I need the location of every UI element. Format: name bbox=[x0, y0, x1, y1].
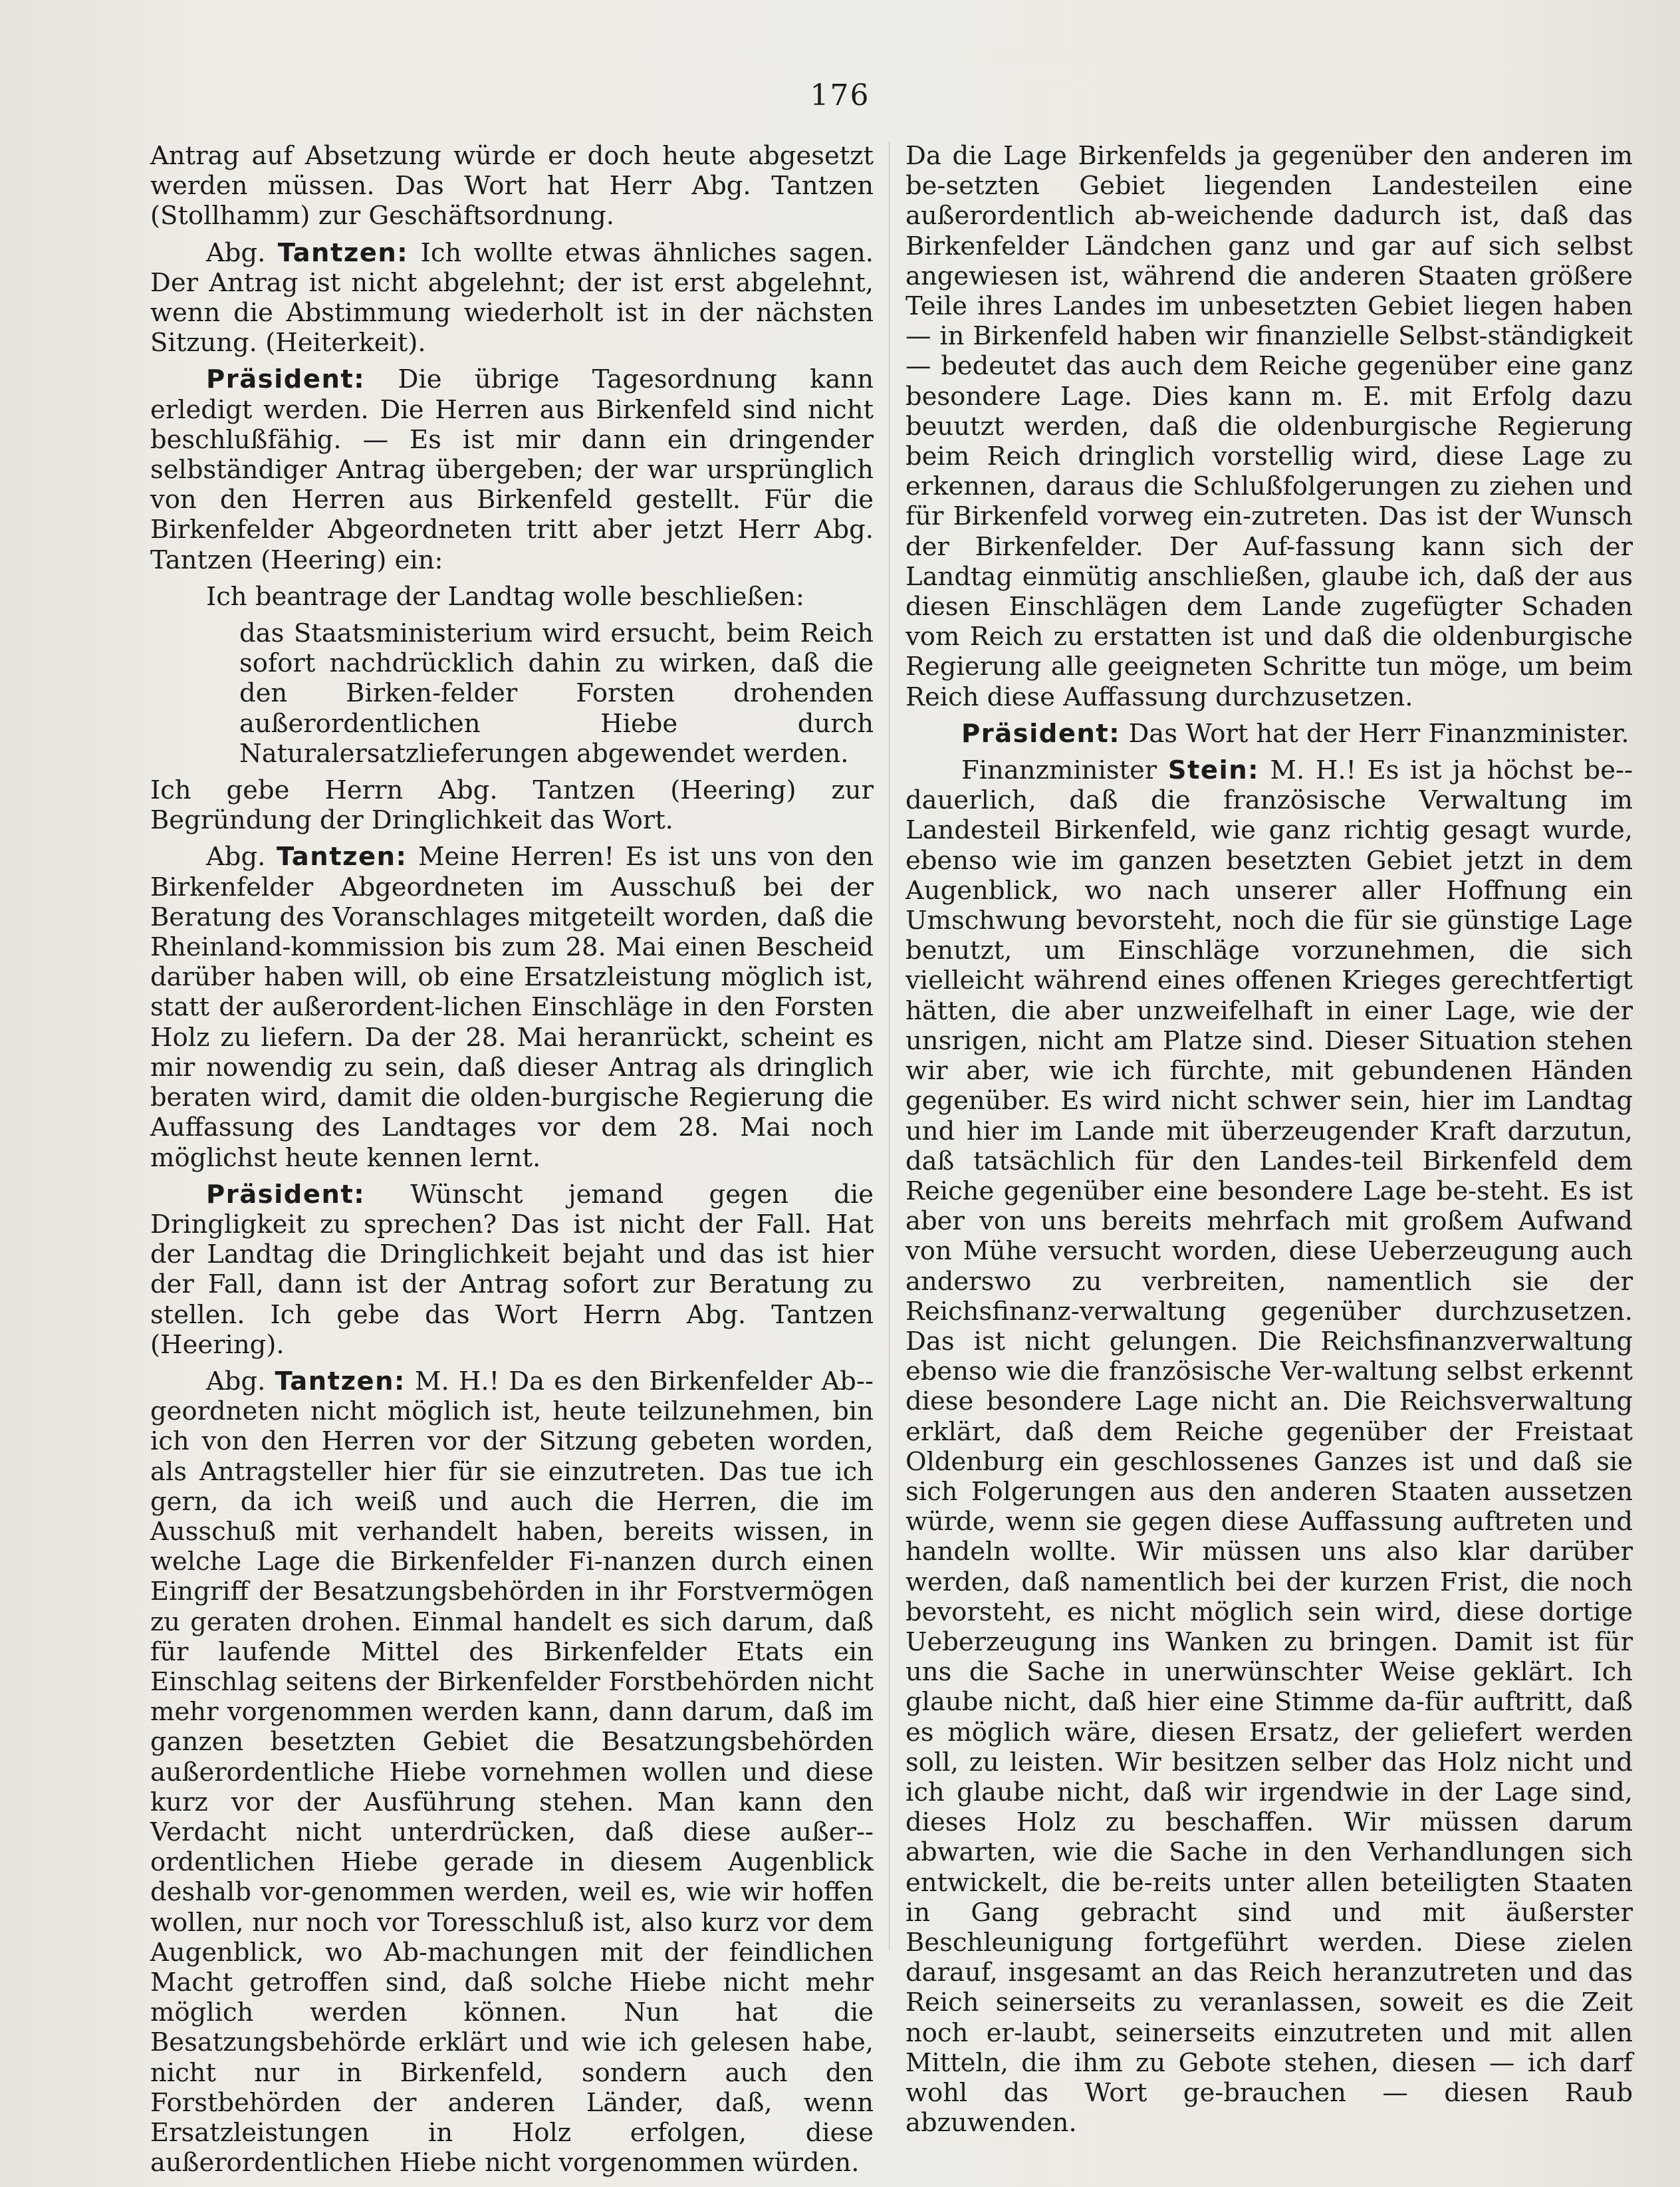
speech-text: Ich wollte etwas ähnliches sagen. Der Antrag ist nicht abgelehnt; der ist erst abgelehnt, wenn die Abstimmung wiederholt ist in der nächsten Sitzung. (Heiterkeit). bbox=[150, 237, 874, 358]
speaker-prefix: Abg. bbox=[206, 1366, 266, 1396]
paragraph bbox=[905, 755, 1633, 2138]
paragraph: Ich gebe Herrn Abg. Tantzen (Heering) zur Begründung der Dringlichkeit das Wort. bbox=[150, 775, 874, 836]
paragraph bbox=[150, 364, 874, 575]
speech-text: M. H.! Da es den Birkenfelder Ab-geordneten nicht möglich ist, heute teilzunehmen, bin ich von den Herren vor der Sitzung gebeten worden, als Antragsteller hier für sie einzutreten. Das tue ich gern, da ich weiß und auch die Herren, die im Ausschuß mit verhandelt haben, bereits wissen, in welche Lage die Birkenfelder Fi-nanzen durch einen Eingriff der Besatzungsbehörden in ihr Forstvermögen zu geraten drohen. Einmal handelt es sich darum, daß für laufende Mittel des Birkenfelder Etats ein Einschlag seitens der Birkenfelder Forstbehörden nicht mehr vorgenommen werden kann, dann darum, daß im ganzen besetzten Gebiet die Besatzungsbehörden außerordentliche Hiebe vornehmen wollen und diese kurz vor der Ausführung stehen. Man kann den Verdacht nicht unterdrücken, daß diese außer-ordentlichen Hiebe gerade in diesem Augenblick deshalb vor-genommen werden, weil es, wie wir hoffen wollen, nur noch vor Toresschluß ist, also kurz vor dem Augenblick, wo Ab-machungen mit der feindlichen Macht getroffen sind, daß solche Hiebe nicht mehr möglich werden können. Nun hat die Besatzungsbehörde erklärt und wie ich gelesen habe, nicht nur in Birkenfeld, sondern auch den Forstbehörden der anderen Länder, daß, wenn Ersatzleistungen in Holz erfolgen, diese außerordentlichen Hiebe nicht vorgenommen würden. bbox=[150, 1366, 874, 2178]
paragraph: Da die Lage Birkenfelds ja gegenüber den anderen im be-setzten Gebiet liegenden Landesteilen eine außerordentlich ab-weichende dadurch ist, daß das Birkenfelder Ländchen ganz und gar auf sich selbst angewiesen ist, während die anderen Staaten größere Teile ihres Landes im unbesetzten Gebiet liegen haben — in Birkenfeld haben wir finanzielle Selbst-ständigkeit — bedeutet das auch dem Reiche gegenüber eine ganz besondere Lage. Dies kann m. E. mit Erfolg dazu beuutzt werden, daß die oldenburgische Regierung beim Reich dringlich vorstellig wird, diese Lage zu erkennen, daraus die Schlußfolgerungen zu ziehen und für Birkenfeld vorweg ein-zutreten. Das ist der Wunsch der Birkenfelder. Der Auf-fassung kann sich der Landtag einmütig anschließen, glaube ich, daß der aus diesen Einschlägen dem Lande zugefügter Schaden vom Reich zu erstatten ist und daß die oldenburgische Regierung alle geeigneten Schritte tun möge, um beim Reich diese Auffassung durchzusetzen. bbox=[905, 141, 1633, 712]
paragraph: Antrag auf Absetzung würde er doch heute abgesetzt werden müssen. Das Wort hat Herr Abg. Tantzen (Stollhamm) zur Geschäftsordnung. bbox=[150, 141, 874, 231]
speech-text: Meine Herren! Es ist uns von den Birkenfelder Abgeordneten im Ausschuß bei der Beratung des Voranschlages mitgeteilt worden, daß die Rheinland-kommission bis zum 28. Mai einen Bescheid darüber haben will, ob eine Ersatzleistung möglich ist, statt der außerordent-lichen Einschläge in den Forsten Holz zu liefern. Da der 28. Mai heranrückt, scheint es mir nowendig zu sein, daß dieser Antrag als dringlich beraten wird, damit die olden-burgische Regierung die Auffassung des Landtages vor dem 28. Mai noch möglichst heute kennen lernt. bbox=[150, 842, 874, 1173]
speech-text: M. H.! Es ist ja höchst be-dauerlich, daß die französische Verwaltung im Landesteil Birkenfeld, wie ganz richtig gesagt wurde, ebenso wie im ganzen besetzten Gebiet jetzt in dem Augenblick, wo nach unserer aller Hoffnung ein Umschwung bevorsteht, noch die für sie günstige Lage benutzt, um Einschläge vorzunehmen, die sich vielleicht während eines offenen Krieges gerechtfertigt hätten, die aber unzweifelhaft in einer Lage, wie der unsrigen, nicht am Platze sind. Dieser Situation stehen wir aber, wie ich fürchte, mit gebundenen Händen gegenüber. Es wird nicht schwer sein, hier im Landtag und hier im Lande mit überzeugender Kraft darzutun, daß tatsächlich für den Landes-teil Birkenfeld dem Reiche gegenüber eine besondere Lage be-steht. Es ist aber von uns bereits mehrfach mit großem Aufwand von Mühe versucht worden, diese Ueberzeugung auch anderswo zu verbreiten, namentlich sie der Reichsfinanz-verwaltung gegenüber durchzusetzen. Das ist nicht gelungen. Die Reichsfinanzverwaltung ebenso wie die französische Ver-waltung selbst erkennt diese besondere Lage nicht an. Die Reichsverwaltung erklärt, daß dem Reiche gegenüber der Freistaat Oldenburg ein geschlossenes Ganzes ist und daß sie sich Folgerungen aus den anderen Staaten aussetzen würde, wenn sie gegen diese Auffassung auftreten und handeln wollte. Wir müssen uns also klar darüber werden, daß namentlich bei der kurzen Frist, die noch bevorsteht, es nicht möglich sein wird, diese dortige Ueberzeugung ins Wanken zu bringen. Damit ist für uns die Sache in unerwünschter Weise geklärt. Ich glaube nicht, daß hier eine Stimme da-für auftritt, daß es möglich wäre, diesen Ersatz, der geliefert werden soll, zu leisten. Wir besitzen selber das Holz nicht und ich glaube nicht, daß wir irgendwie in der Lage sind, dieses Holz zu beschaffen. Wir müssen darum abwarten, wie die Sache in den Verhandlungen sich entwickelt, die be-reits unter allen beteiligten Staaten in Gang gebracht sind und mit äußerster Beschleunigung fortgeführt werden. Diese zielen darauf, insgesamt an das Reich heranzutreten und das Reich seinerseits zu veranlassen, soweit es die Zeit noch er-laubt, seinerseits einzutreten und mit allen Mitteln, die ihm zu Gebote stehen, diesen — ich darf wohl das Wort ge-brauchen — diesen Raub abzuwenden. bbox=[905, 755, 1633, 2138]
speaker-prefix: Abg. bbox=[206, 237, 266, 268]
speaker-name: Tantzen: bbox=[275, 1366, 406, 1396]
page-number: 176 bbox=[810, 78, 870, 112]
speaker-name: Präsident: bbox=[961, 718, 1121, 749]
paragraph bbox=[150, 1180, 874, 1360]
motion-text: das Staatsministerium wird ersucht, beim Reich sofort nachdrücklich dahin zu wirken, daß die den Birken-felder Forsten drohenden außerordentlichen Hiebe durch Naturalersatzlieferungen abgewendet werden. bbox=[239, 618, 874, 769]
right-column bbox=[905, 141, 1633, 2144]
speaker-prefix: Abg. bbox=[206, 842, 266, 872]
speech-text: Die übrige Tagesordnung kann erledigt werden. Die Herren aus Birkenfeld sind nicht beschlußfähig. — Es ist mir dann ein dringender selbständiger Antrag übergeben; der war ursprünglich von den Herren aus Birkenfeld gestellt. Für die Birkenfelder Abgeordneten tritt aber jetzt Herr Abg. Tantzen (Heering) ein: bbox=[150, 364, 874, 575]
paragraph bbox=[150, 238, 874, 358]
speaker-name: Tantzen: bbox=[277, 842, 408, 872]
paragraph bbox=[150, 1366, 874, 2178]
speech-text: Wünscht jemand gegen die Dringligkeit zu sprechen? Das ist nicht der Fall. Hat der Landtag die Dringlichkeit bejaht und das ist hier der Fall, dann ist der Antrag sofort zur Beratung zu stellen. Ich gebe das Wort Herrn Abg. Tantzen (Heering). bbox=[150, 1179, 874, 1360]
speaker-name: Präsident: bbox=[206, 1179, 366, 1210]
motion-intro: Ich beantrage der Landtag wolle beschließen: bbox=[206, 581, 804, 612]
speaker-name: Tantzen: bbox=[277, 237, 409, 268]
column-divider bbox=[889, 141, 890, 1950]
paragraph bbox=[905, 719, 1633, 749]
speech-text: Das Wort hat der Herr Finanzminister. bbox=[1128, 718, 1629, 749]
speaker-name: Präsident: bbox=[206, 364, 366, 395]
speaker-name: Stein: bbox=[1167, 755, 1259, 786]
paragraph bbox=[150, 842, 874, 1172]
left-column bbox=[150, 141, 874, 2184]
speaker-prefix: Finanzminister bbox=[961, 755, 1157, 786]
